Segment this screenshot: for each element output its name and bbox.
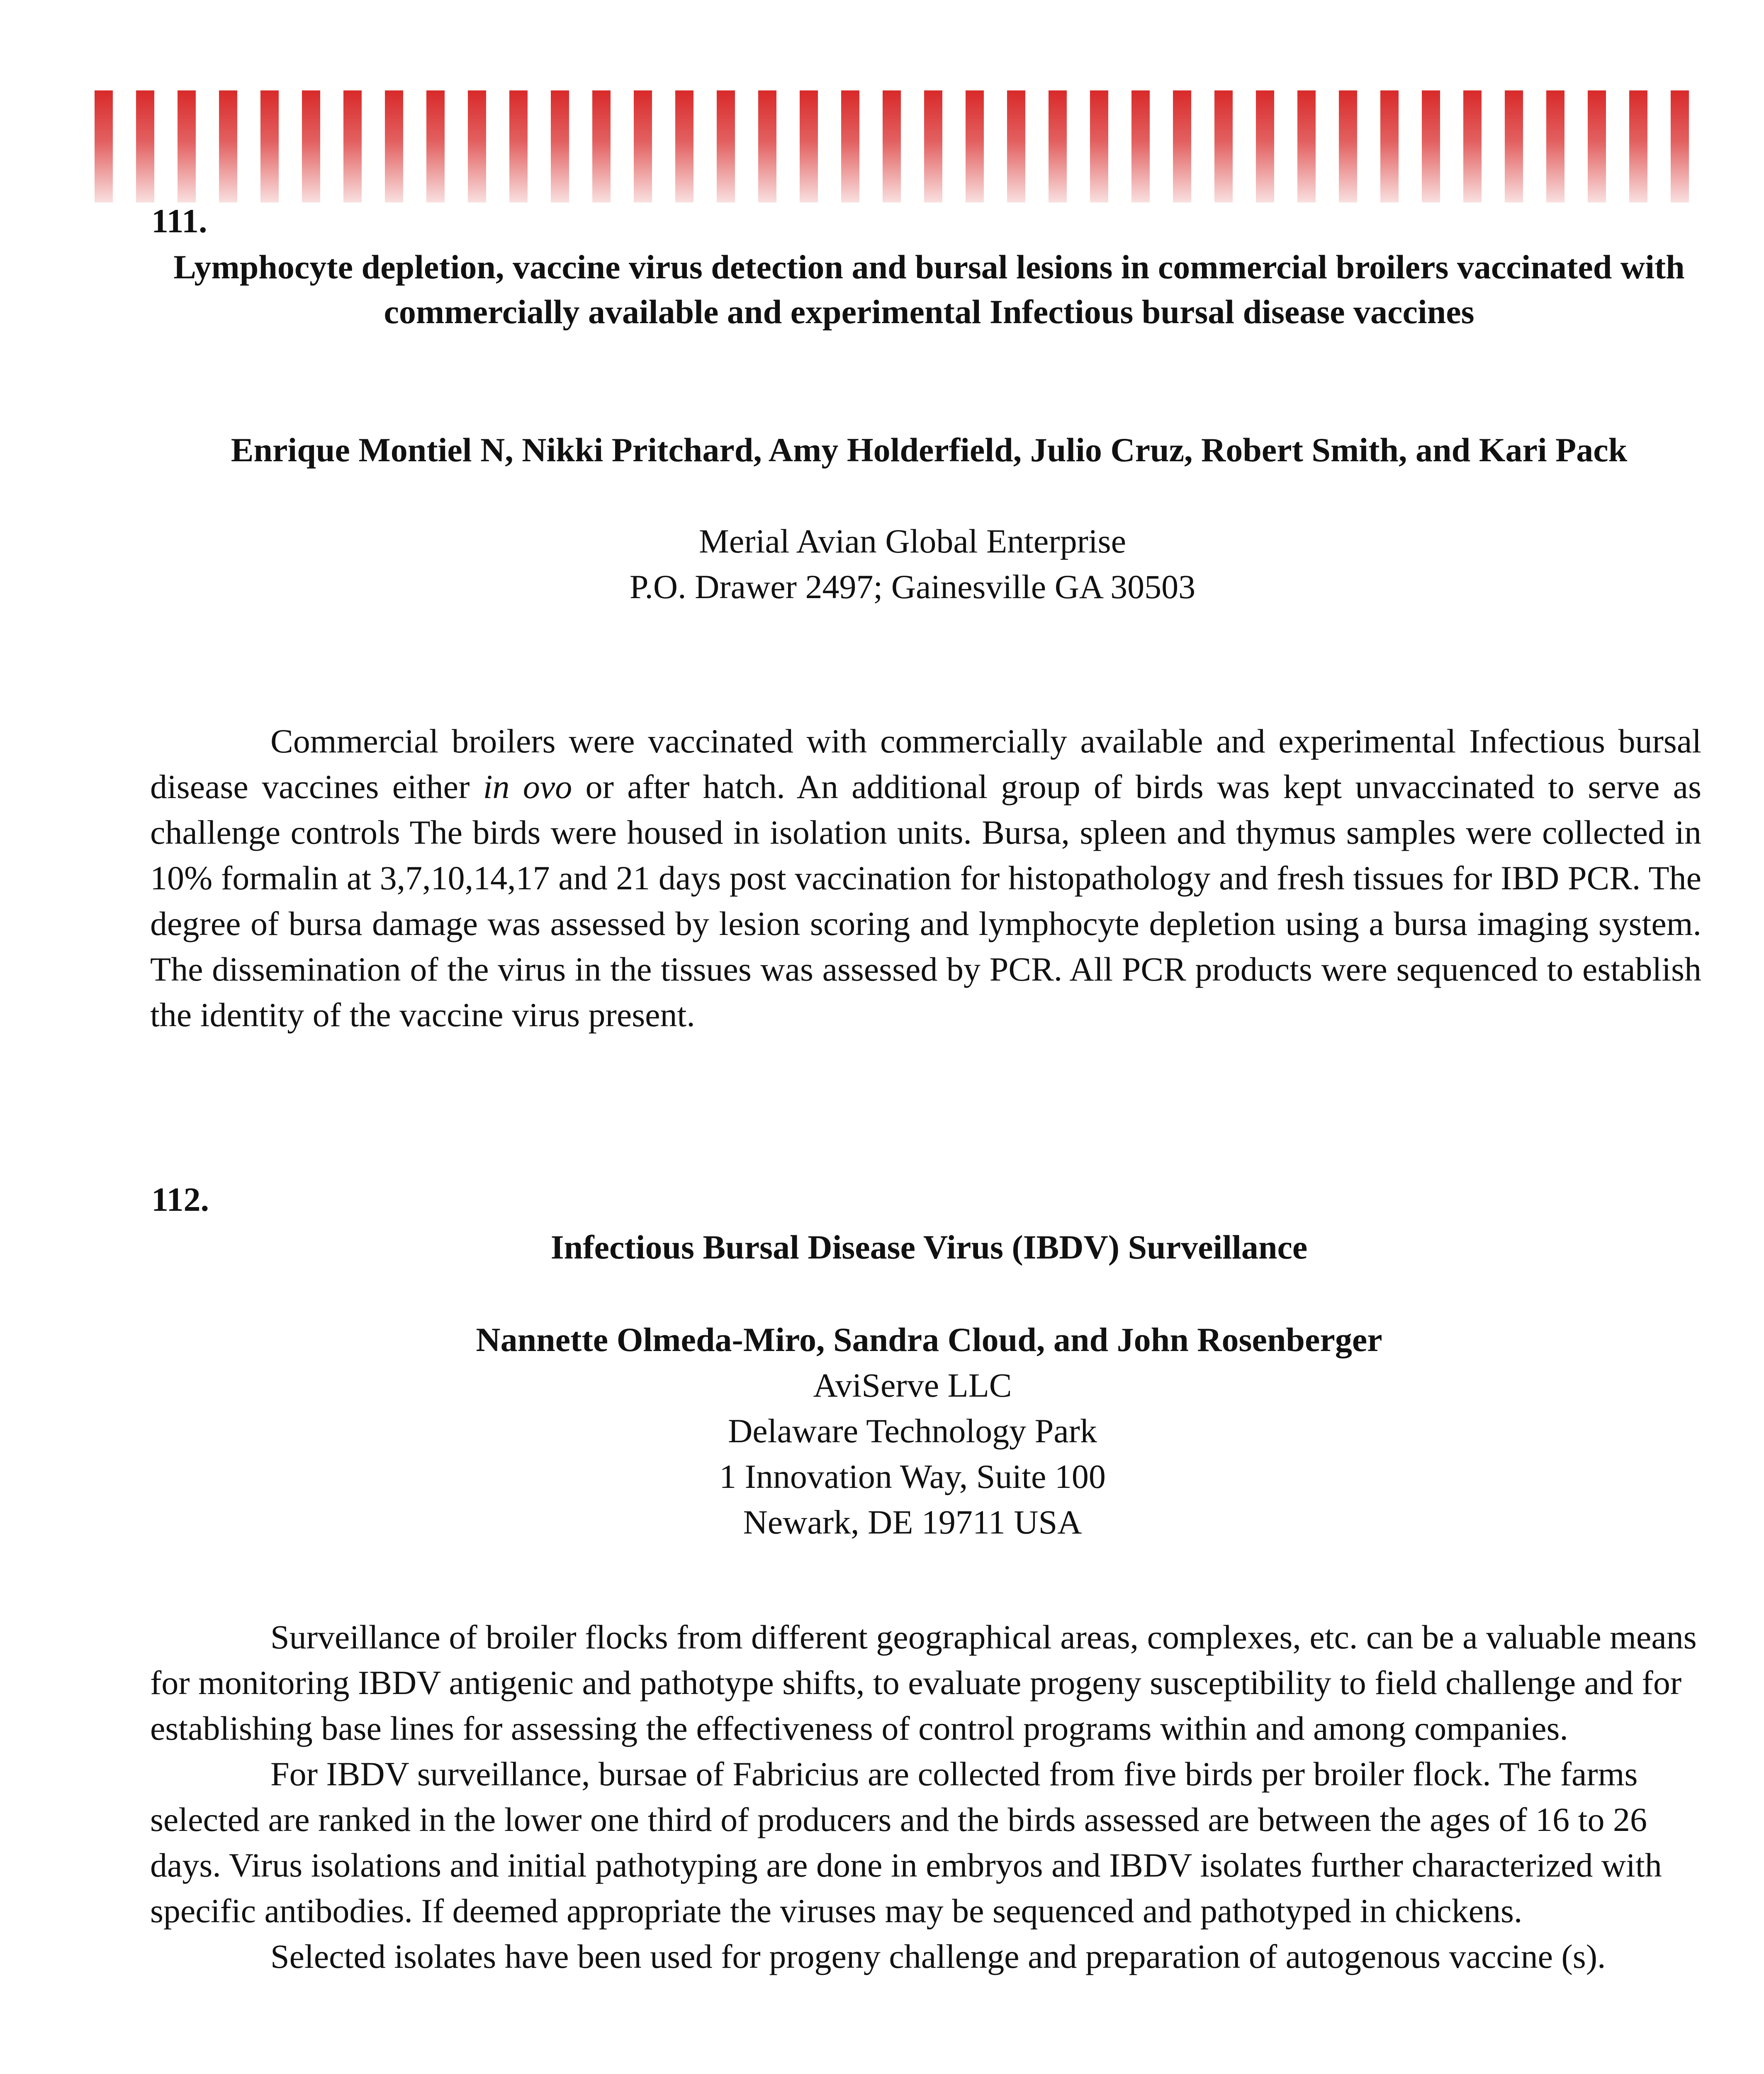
abstract-body: [150, 718, 1701, 1038]
abstract-authors: Nannette Olmeda-Miro, Sandra Cloud, and John Rosenberger: [476, 1321, 1382, 1358]
abstract-affiliation: [456, 1363, 1369, 1545]
body-paragraph: Surveillance of broiler flocks from different geographical areas, complexes, etc. can be a valuable means for monitoring IBDV antigenic and pathotype shifts, to evaluate progeny susceptibility to field challenge and for establishing base lines for assessing the effectiveness of control programs within and among companies.: [150, 1618, 1697, 1747]
affiliation-line: Delaware Technology Park: [728, 1412, 1097, 1450]
body-paragraph: Selected isolates have been used for progeny challenge and preparation of autogenous vaccine (s).: [270, 1938, 1606, 1975]
abstract-affiliation: [456, 518, 1369, 610]
affiliation-line: Newark, DE 19711 USA: [743, 1503, 1082, 1541]
affiliation-line: AviServe LLC: [813, 1366, 1012, 1404]
affiliation-line: Merial Avian Global Enterprise: [698, 522, 1126, 560]
body-paragraph: Commercial broilers were vaccinated with commercially available and experimental Infectious bursal disease vaccines either in ovo or after hatch. An additional group of birds was kept unvaccinated to serve as challenge controls The birds were housed in isolation units. Bursa, spleen and thymus samples were collected in 10% formalin at 3,7,10,14,17 and 21 days post vaccination for histopathology and fresh tissues for IBD PCR. The degree of bursa damage was assessed by lesion scoring and lymphocyte depletion using a bursa imaging system. The dissemination of the virus in the tissues was assessed by PCR. All PCR products were sequenced to establish the identity of the vaccine virus present.: [150, 722, 1701, 1034]
decorative-header-stripes: [95, 90, 1708, 202]
body-paragraph: For IBDV surveillance, bursae of Fabricius are collected from five birds per broiler flock. The farms selected are ranked in the lower one third of producers and the birds assessed are between the ages of 16 to 26 days. Virus isolations and initial pathotyping are done in embryos and IBDV isolates further characterized with specific antibodies. If deemed appropriate the viruses may be sequenced and pathotyped in chickens.: [150, 1755, 1662, 1930]
abstract-title: Infectious Bursal Disease Virus (IBDV) Surveillance: [550, 1228, 1308, 1266]
abstract-body: [150, 1614, 1718, 1979]
abstract-authors: Enrique Montiel N, Nikki Pritchard, Amy Holderfield, Julio Cruz, Robert Smith, and Kari Pack: [231, 431, 1628, 469]
abstract-number: 112.: [151, 1181, 209, 1218]
abstract-number: 111.: [151, 202, 207, 240]
affiliation-line: 1 Innovation Way, Suite 100: [719, 1458, 1106, 1495]
italic-term: in ovo: [483, 768, 572, 806]
affiliation-line: P.O. Drawer 2497; Gainesville GA 30503: [629, 568, 1196, 606]
abstract-title: Lymphocyte depletion, vaccine virus detection and bursal lesions in commercial broilers vaccinated with commercially available and experimental Infectious bursal disease vaccines: [173, 248, 1685, 331]
